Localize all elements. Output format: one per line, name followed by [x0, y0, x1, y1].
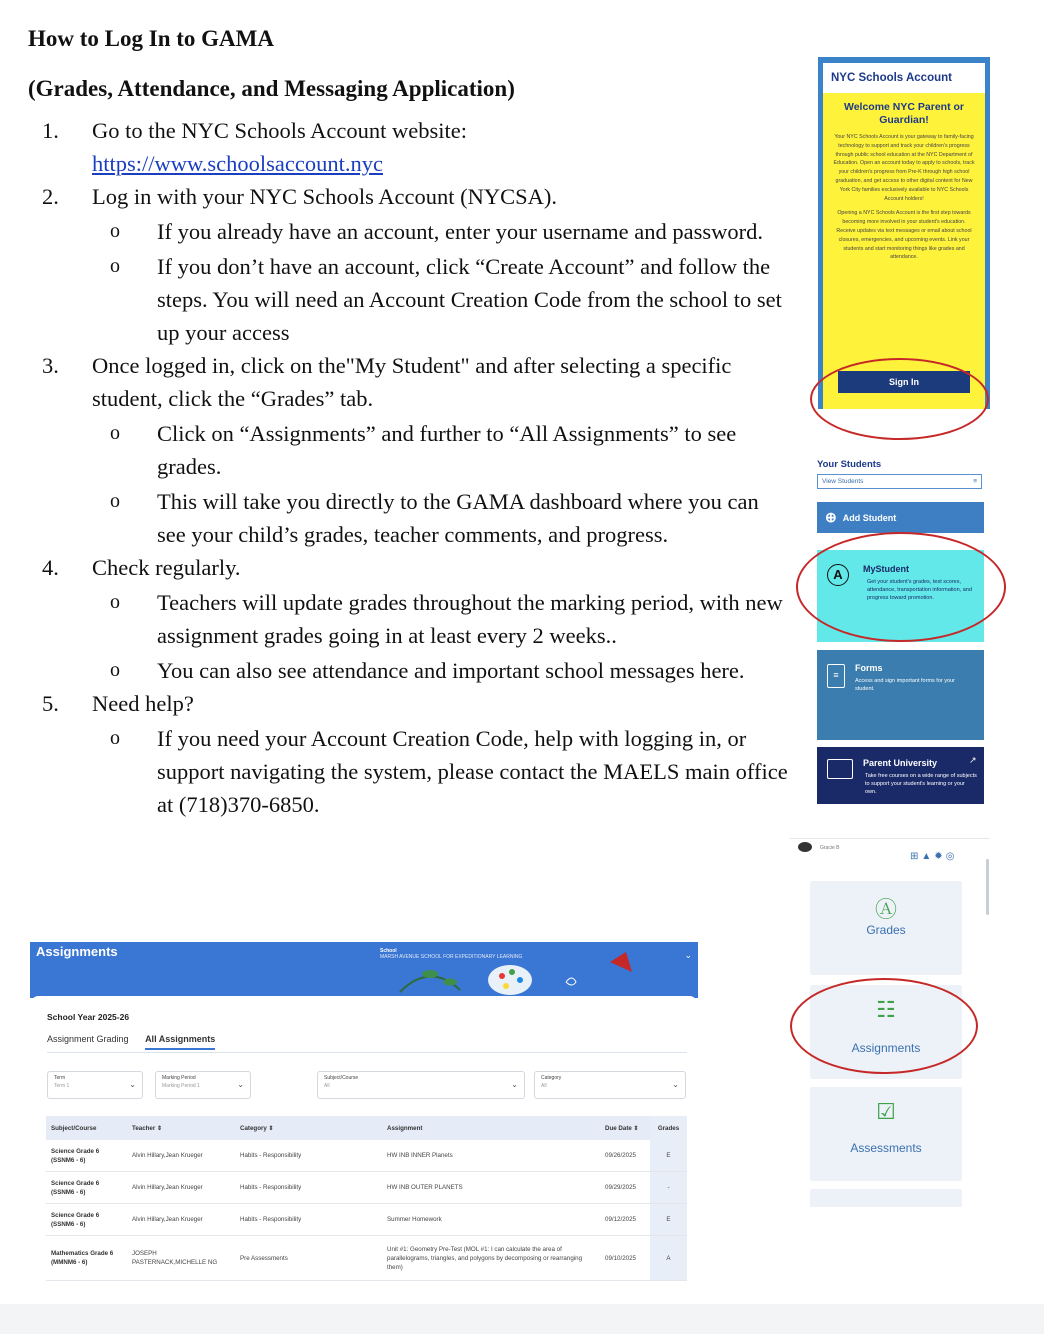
table-row[interactable]: [46, 1140, 687, 1172]
cell-category: Habits - Responsibility: [235, 1172, 382, 1204]
step-1: [28, 114, 788, 180]
cell-grade: -: [650, 1172, 687, 1204]
cell-grade: E: [650, 1204, 687, 1236]
step-text: Log in with your NYC Schools Account (NYCSA).: [92, 184, 557, 209]
welcome-heading: Welcome NYC Parent or Guardian!: [843, 101, 964, 126]
filter-value: Marking Period 1: [162, 1083, 200, 1089]
mystudent-icon: A: [827, 564, 849, 586]
mystudent-title: MyStudent: [863, 564, 909, 574]
view-students-select[interactable]: [817, 474, 982, 489]
tab-assignment-grading[interactable]: Assignment Grading: [47, 1034, 129, 1044]
bullet-marker: o: [110, 591, 120, 613]
assessments-menu-card[interactable]: [810, 1087, 962, 1181]
highlight-oval-assignments: [790, 978, 978, 1074]
cell-due-date: 09/10/2025: [600, 1236, 650, 1281]
step-3-sub-1: [28, 417, 788, 483]
cell-due-date: 09/29/2025: [600, 1172, 650, 1204]
cell-grade: E: [650, 1140, 687, 1172]
assignments-banner: [30, 942, 698, 998]
bell-icon[interactable]: ▲: [921, 851, 935, 862]
cell-subject: Science Grade 6 (SSNM6 - 6): [46, 1204, 127, 1236]
assignment-tabs: [47, 1034, 229, 1044]
tab-all-assignments[interactable]: All Assignments: [145, 1034, 215, 1050]
grades-icon: Ⓐ: [874, 897, 897, 922]
filter-label: Subject/Course: [324, 1075, 359, 1081]
grades-menu-card[interactable]: [810, 881, 962, 975]
column-header-assignment: Assignment: [382, 1116, 600, 1140]
cell-teacher: Alvin Hillary,Jean Krueger: [127, 1172, 235, 1204]
filter-value: Term 1: [54, 1083, 70, 1089]
step-number: 5.: [42, 691, 59, 716]
step-2: [28, 180, 788, 213]
cell-due-date: 09/26/2025: [600, 1140, 650, 1172]
next-menu-card[interactable]: [810, 1189, 962, 1207]
sub-text: This will take you directly to the GAMA dashboard where you can see your child’s grades, teacher comments, and progress.: [157, 489, 759, 547]
step-text: Check regularly.: [92, 555, 241, 580]
bullet-marker: o: [110, 727, 120, 749]
assignments-card: [32, 996, 696, 1282]
column-header-grades: Grades: [650, 1116, 687, 1140]
bullet-marker: o: [110, 422, 120, 444]
column-header-due-date[interactable]: Due Date ⇕: [600, 1116, 650, 1140]
forms-tile[interactable]: [817, 650, 984, 740]
sub-text: If you already have an account, enter your username and password.: [157, 219, 764, 244]
step-3-sub-2: [28, 485, 788, 551]
school-name: MARSH AVENUE SCHOOL FOR EXPEDITIONARY LEARNING: [380, 954, 523, 960]
bullet-marker: o: [110, 659, 120, 681]
add-user-icon: ⊕: [825, 509, 837, 525]
avatar: [798, 842, 812, 852]
step-4-sub-1: [28, 586, 788, 652]
filter-value: All: [324, 1083, 330, 1089]
column-header-category[interactable]: Category ⇕: [235, 1116, 382, 1140]
forms-description: Access and sign important forms for your student.: [855, 678, 955, 692]
all-assignments-screenshot: [30, 942, 698, 1282]
cell-assignment: Summer Homework: [382, 1204, 600, 1236]
cell-assignment: HW INB INNER Planets: [382, 1140, 600, 1172]
highlight-oval-mystudent: [796, 532, 1006, 642]
highlight-oval-signin: [810, 358, 989, 440]
cell-due-date: 09/12/2025: [600, 1204, 650, 1236]
assignments-table: [46, 1116, 687, 1281]
filter-label: Category: [541, 1075, 562, 1081]
step-text: Once logged in, click on the"My Student" and after selecting a specific student, click the “Grades” tab.: [92, 353, 732, 411]
step-number: 4.: [42, 555, 59, 580]
step-number: 3.: [42, 353, 59, 378]
cell-category: Habits - Responsibility: [235, 1140, 382, 1172]
welcome-paragraph-2: Opening a NYC Schools Account is the first step towards becoming more involved in your student's education. Receive updates via text messages or email about school closures, emergencies, and upcoming events. Link your students and start monitoring things like grades and attendance.: [836, 210, 972, 261]
cell-subject: Science Grade 6 (SSNM6 - 6): [46, 1140, 127, 1172]
cell-subject: Mathematics Grade 6 (MMNM6 - 6): [46, 1236, 127, 1281]
step-2-sub-2: [28, 250, 788, 349]
step-text: Need help?: [92, 691, 194, 716]
document-subtitle: (Grades, Attendance, and Messaging Application): [28, 76, 515, 101]
your-students-heading: Your Students: [817, 459, 882, 470]
cell-category: Habits - Responsibility: [235, 1204, 382, 1236]
chevron-down-icon: ⌄: [672, 1080, 679, 1089]
grades-label: Grades: [866, 923, 906, 937]
form-icon: ≡: [827, 664, 845, 688]
chevron-down-icon: ⌄: [684, 950, 692, 960]
help-icon[interactable]: ◎: [945, 851, 958, 862]
term-filter[interactable]: [47, 1071, 143, 1099]
marking-period-filter[interactable]: [155, 1071, 251, 1099]
menu-icon: ≡: [973, 478, 977, 485]
category-filter[interactable]: [534, 1071, 686, 1099]
step-5: [28, 687, 788, 720]
sub-text: Click on “Assignments” and further to “All Assignments” to see grades.: [157, 421, 737, 479]
cell-teacher: JOSEPH PASTERNACK,MICHELLE NG: [127, 1236, 235, 1281]
bullet-marker: o: [110, 255, 120, 277]
scrollbar[interactable]: [986, 859, 989, 915]
sub-text: If you need your Account Creation Code, help with logging in, or support navigating the system, please contact the MAELS main office at (718)370-6850.: [157, 726, 788, 817]
school-year: School Year 2025-26: [47, 1012, 130, 1022]
checkmark-document-icon: ☑: [876, 1099, 896, 1124]
sub-text: Teachers will update grades throughout the marking period, with new assignment grades going in at least every 2 weeks..: [157, 590, 783, 648]
parent-university-title: Parent University: [863, 758, 938, 768]
assignments-page-title: Assignments: [36, 944, 118, 959]
welcome-paragraph-1: Your NYC Schools Account is your gateway to family-facing technology to support and track your children's progress through public school education at the NYC Department of Education. Open an account today to apply to schools, track your children's progress from Pre-K through high school graduation, and get access to other digital content for New York City families exclusively available to NYC Schools Account holders!: [833, 134, 975, 202]
step-5-sub-1: [28, 722, 788, 821]
step-2-sub-1: [28, 215, 788, 248]
sign-in-button[interactable]: Sign In: [838, 371, 970, 393]
school-label: School: [380, 948, 397, 954]
sub-text: If you don’t have an account, click “Create Account” and follow the steps. You will need an Account Creation Code from the school to set up your access: [157, 254, 782, 345]
cell-assignment: HW INB OUTER PLANETS: [382, 1172, 600, 1204]
toolbar-icons: [910, 851, 957, 862]
nycsa-signin-screenshot: [818, 57, 990, 409]
page-bottom-margin: [0, 1304, 1044, 1334]
cell-assignment: Unit #1: Geometry Pre-Test (MOL #1: I can calculate the area of parallelograms, triangles, and polygons by decomposing or rearranging them): [382, 1236, 600, 1281]
decorative-illustration: [370, 942, 670, 998]
cell-grade: A: [650, 1236, 687, 1281]
nycsa-header: NYC Schools Account: [823, 63, 985, 93]
cell-category: Pre Assessments: [235, 1236, 382, 1281]
view-students-label: View Students: [822, 478, 864, 485]
gear-icon[interactable]: ✹: [934, 851, 946, 862]
step-4: [28, 551, 788, 584]
checklist-icon: ☷: [876, 997, 896, 1022]
sub-text: You can also see attendance and important school messages here.: [157, 658, 745, 683]
step-4-sub-2: [28, 654, 788, 687]
cell-subject: Science Grade 6 (SSNM6 - 6): [46, 1172, 127, 1204]
mystudent-description: Get your student's grades, test scores, attendance, transportation information, and progress toward promotion.: [867, 579, 972, 601]
filter-value: All: [541, 1083, 547, 1089]
add-student-label: Add Student: [842, 512, 897, 523]
subject-course-filter[interactable]: [317, 1071, 525, 1099]
bullet-marker: o: [110, 490, 120, 512]
filter-label: Marking Period: [162, 1075, 196, 1081]
step-text: Go to the NYC Schools Account website:: [92, 118, 467, 143]
forms-title: Forms: [855, 663, 883, 673]
cell-teacher: Alvin Hillary,Jean Krueger: [127, 1204, 235, 1236]
column-header-teacher[interactable]: Teacher ⇕: [127, 1116, 235, 1140]
grid-icon[interactable]: ⊞: [910, 851, 922, 862]
step-number: 2.: [42, 184, 59, 209]
chevron-down-icon: ⌄: [129, 1080, 136, 1089]
table-row[interactable]: [46, 1204, 687, 1236]
tabs-divider: [47, 1052, 687, 1053]
step-number: 1.: [42, 118, 59, 143]
external-link-icon: ↗: [969, 755, 977, 765]
column-header-subject: Subject/Course: [46, 1116, 127, 1140]
assessments-label: Assessments: [850, 1141, 922, 1155]
chevron-down-icon: ⌄: [237, 1080, 244, 1089]
add-student-button[interactable]: [817, 502, 984, 533]
instructions-document: [28, 20, 788, 821]
table-row[interactable]: [46, 1172, 687, 1204]
cell-teacher: Alvin Hillary,Jean Krueger: [127, 1140, 235, 1172]
chevron-down-icon: ⌄: [511, 1080, 518, 1089]
parent-university-tile[interactable]: [817, 747, 984, 804]
table-row[interactable]: [46, 1236, 687, 1281]
table-header-row: [46, 1116, 687, 1140]
document-title: How to Log In to GAMA: [28, 26, 274, 51]
presentation-icon: [827, 759, 853, 779]
filter-label: Term: [54, 1075, 66, 1081]
user-name: Gracie B: [820, 845, 840, 851]
parent-university-description: Take free courses on a wide range of subjects to support your student's learning or your own.: [865, 773, 977, 795]
step-3: [28, 349, 788, 415]
bullet-marker: o: [110, 220, 120, 242]
nycsa-website-link[interactable]: https://www.schoolsaccount.nyc: [92, 151, 383, 176]
assignments-label: Assignments: [851, 1041, 921, 1055]
